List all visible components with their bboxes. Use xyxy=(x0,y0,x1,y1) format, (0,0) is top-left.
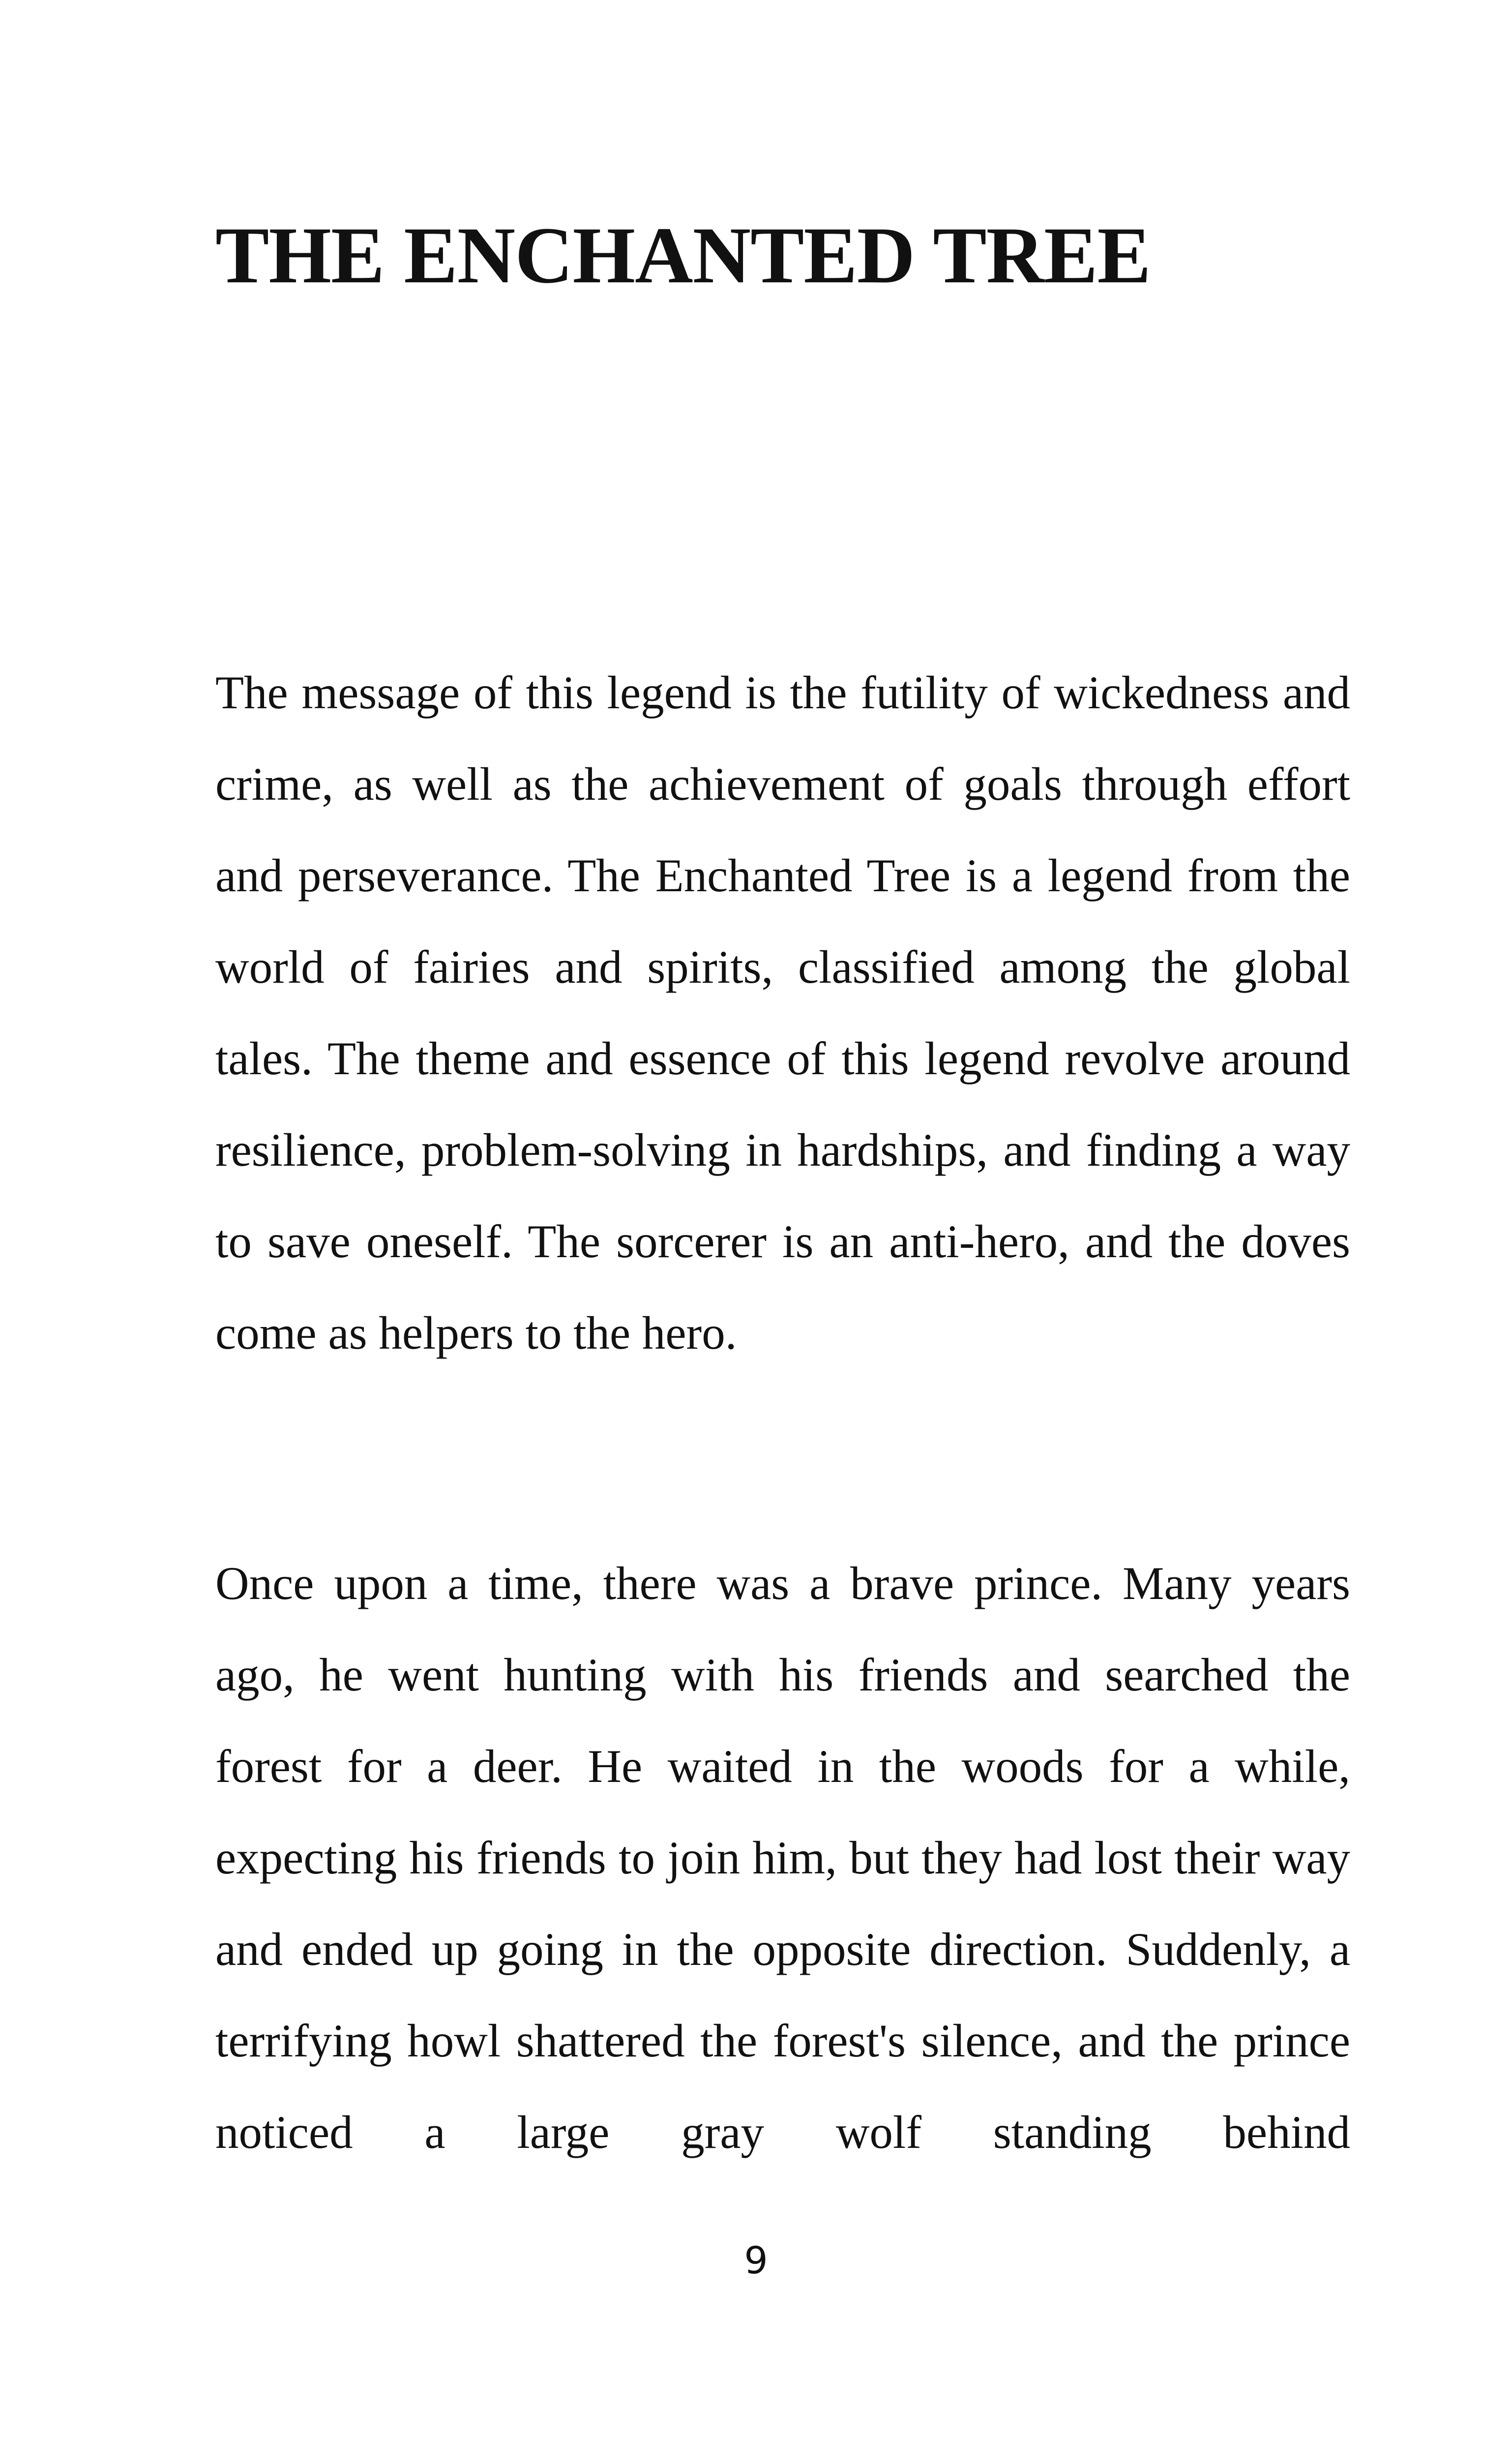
page-number: 9 xyxy=(744,2238,768,2282)
chapter-title: THE ENCHANTED TREE xyxy=(215,211,1151,300)
body-paragraph-story: Once upon a time, there was a brave prince. Many years ago, he went hunting with his friends and searched the forest for a deer. He waited in the woods for a while, expecting his friends to join him, but they had lost their way and ended up going in the opposite direction. Suddenly, a terrifying howl shattered the forest's silence, and the prince noticed a large gray wolf standing behind xyxy=(215,1557,1350,2158)
body-paragraph-intro: The message of this legend is the futility of wickedness and crime, as well as the achievement of goals through effort and perseverance. The Enchanted Tree is a legend from the world of fairies and spirits, classified among the global tales. The theme and essence of this legend revolve around resilience, problem-solving in hardships, and finding a way to save oneself. The sorcerer is an anti-hero, and the doves come as helpers to the hero. xyxy=(215,666,1350,1359)
